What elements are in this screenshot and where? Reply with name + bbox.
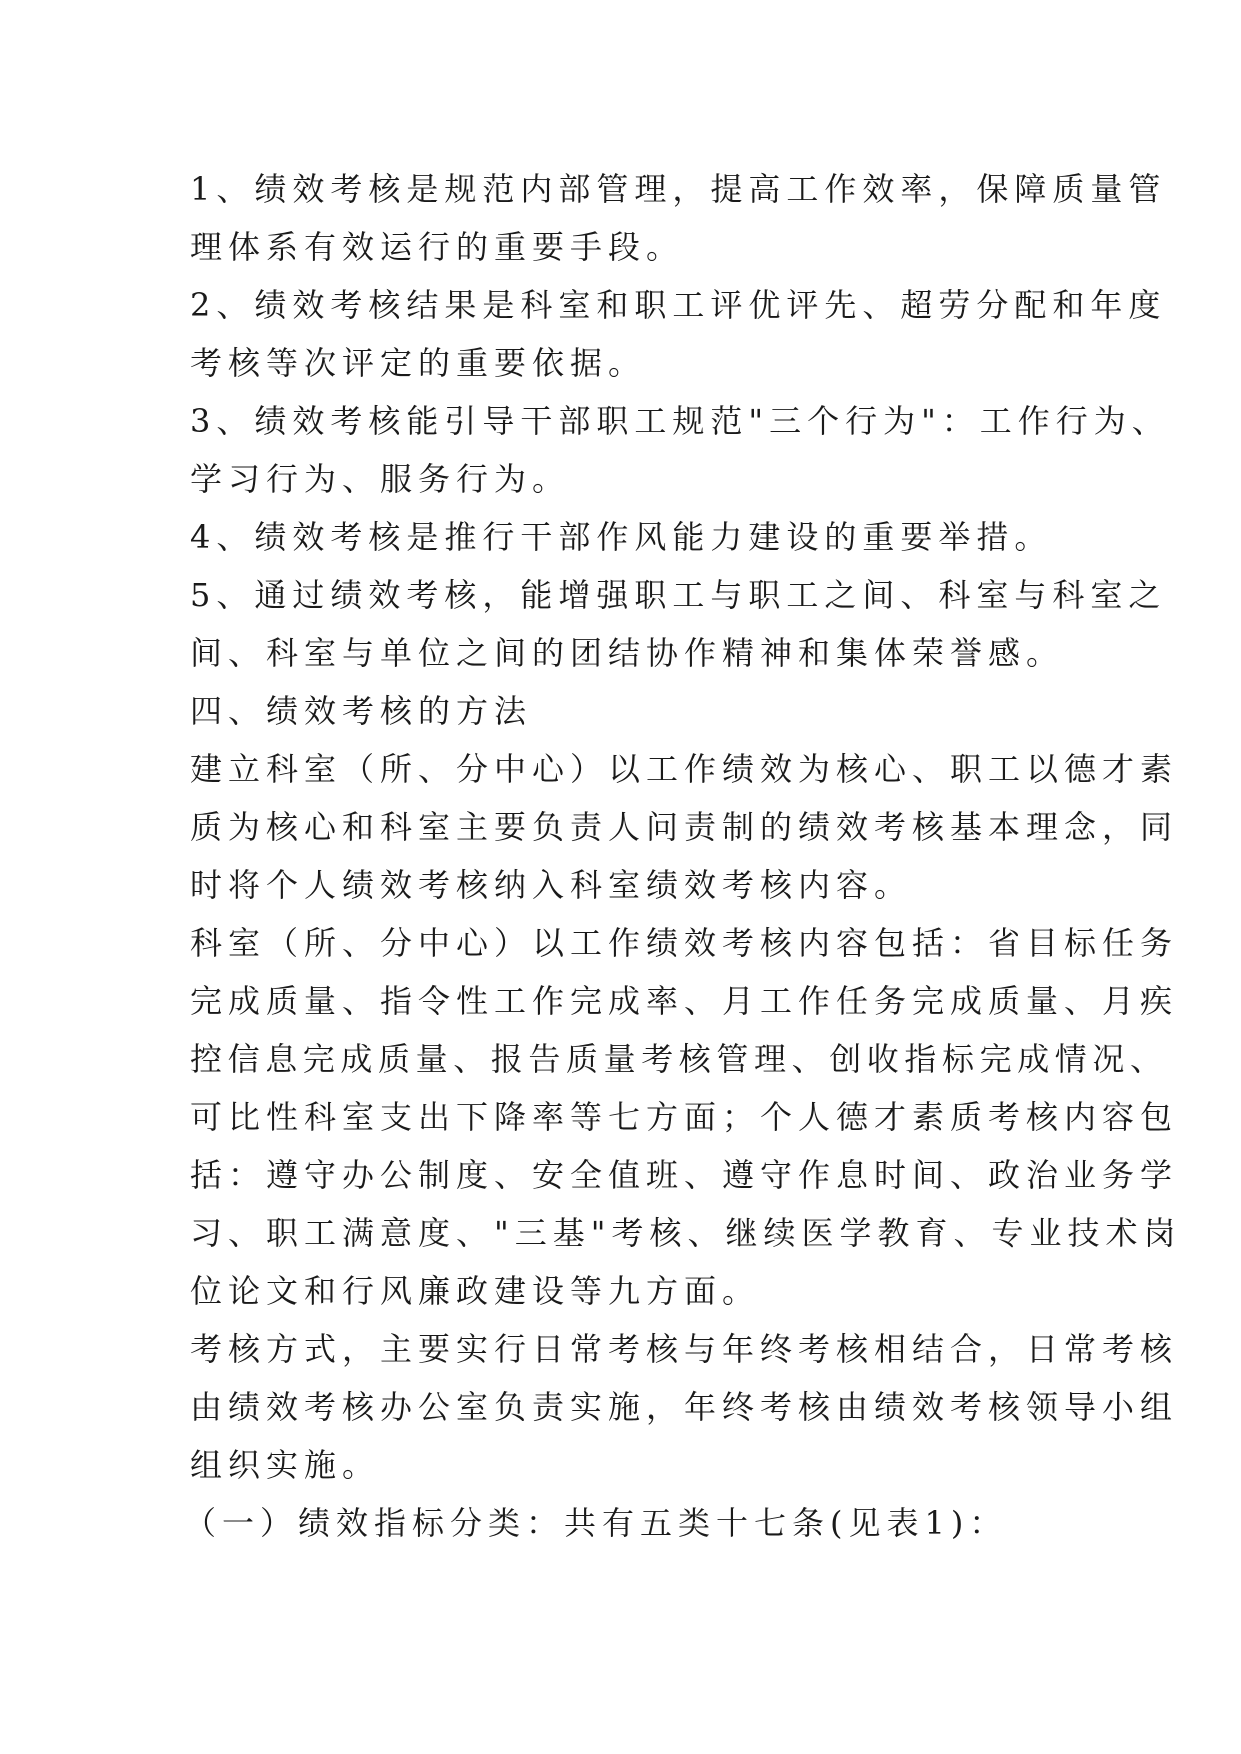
- text-line: 控信息完成质量、报告质量考核管理、创收指标完成情况、: [190, 1040, 1168, 1078]
- section-heading: 四、绩效考核的方法: [190, 692, 533, 730]
- text-line: 括：遵守办公制度、安全值班、遵守作息时间、政治业务学: [190, 1156, 1179, 1194]
- text-line: 完成质量、指令性工作完成率、月工作任务完成质量、月疾: [190, 982, 1179, 1020]
- text-line: 考核方式，主要实行日常考核与年终考核相结合，日常考核: [190, 1330, 1179, 1368]
- text-line: 由绩效考核办公室负责实施，年终考核由绩效考核领导小组: [190, 1388, 1179, 1426]
- text-line: 考核等次评定的重要依据。: [190, 344, 647, 382]
- text-line: 科室（所、分中心）以工作绩效考核内容包括：省目标任务: [190, 924, 1179, 962]
- text-line: 可比性科室支出下降率等七方面；个人德才素质考核内容包: [190, 1098, 1179, 1136]
- text-line: 间、科室与单位之间的团结协作精神和集体荣誉感。: [190, 634, 1065, 672]
- text-line: 2、绩效考核结果是科室和职工评优评先、超劳分配和年度: [190, 286, 1167, 324]
- text-line: 习、职工满意度、"三基"考核、继续医学教育、专业技术岗: [190, 1214, 1182, 1252]
- text-line: 位论文和行风廉政建设等九方面。: [190, 1272, 761, 1310]
- text-line: 3、绩效考核能引导干部职工规范"三个行为"：工作行为、: [190, 402, 1170, 440]
- text-line: 1、绩效考核是规范内部管理，提高工作效率，保障质量管: [190, 170, 1167, 208]
- text-line: 质为核心和科室主要负责人问责制的绩效考核基本理念，同: [190, 808, 1179, 846]
- document-body: [184, 160, 1182, 1552]
- text-line: 学习行为、服务行为。: [190, 460, 571, 498]
- text-line: 建立科室（所、分中心）以工作绩效为核心、职工以德才素: [190, 750, 1179, 788]
- text-line: 5、通过绩效考核，能增强职工与职工之间、科室与科室之: [190, 576, 1167, 614]
- text-line: 组织实施。: [190, 1446, 381, 1484]
- text-line: 4、绩效考核是推行干部作风能力建设的重要举措。: [190, 518, 1053, 556]
- text-line: 理体系有效运行的重要手段。: [190, 228, 685, 266]
- text-line: 时将个人绩效考核纳入科室绩效考核内容。: [190, 866, 913, 904]
- subsection-heading: （一）绩效指标分类：共有五类十七条(见表1)：: [184, 1504, 1008, 1542]
